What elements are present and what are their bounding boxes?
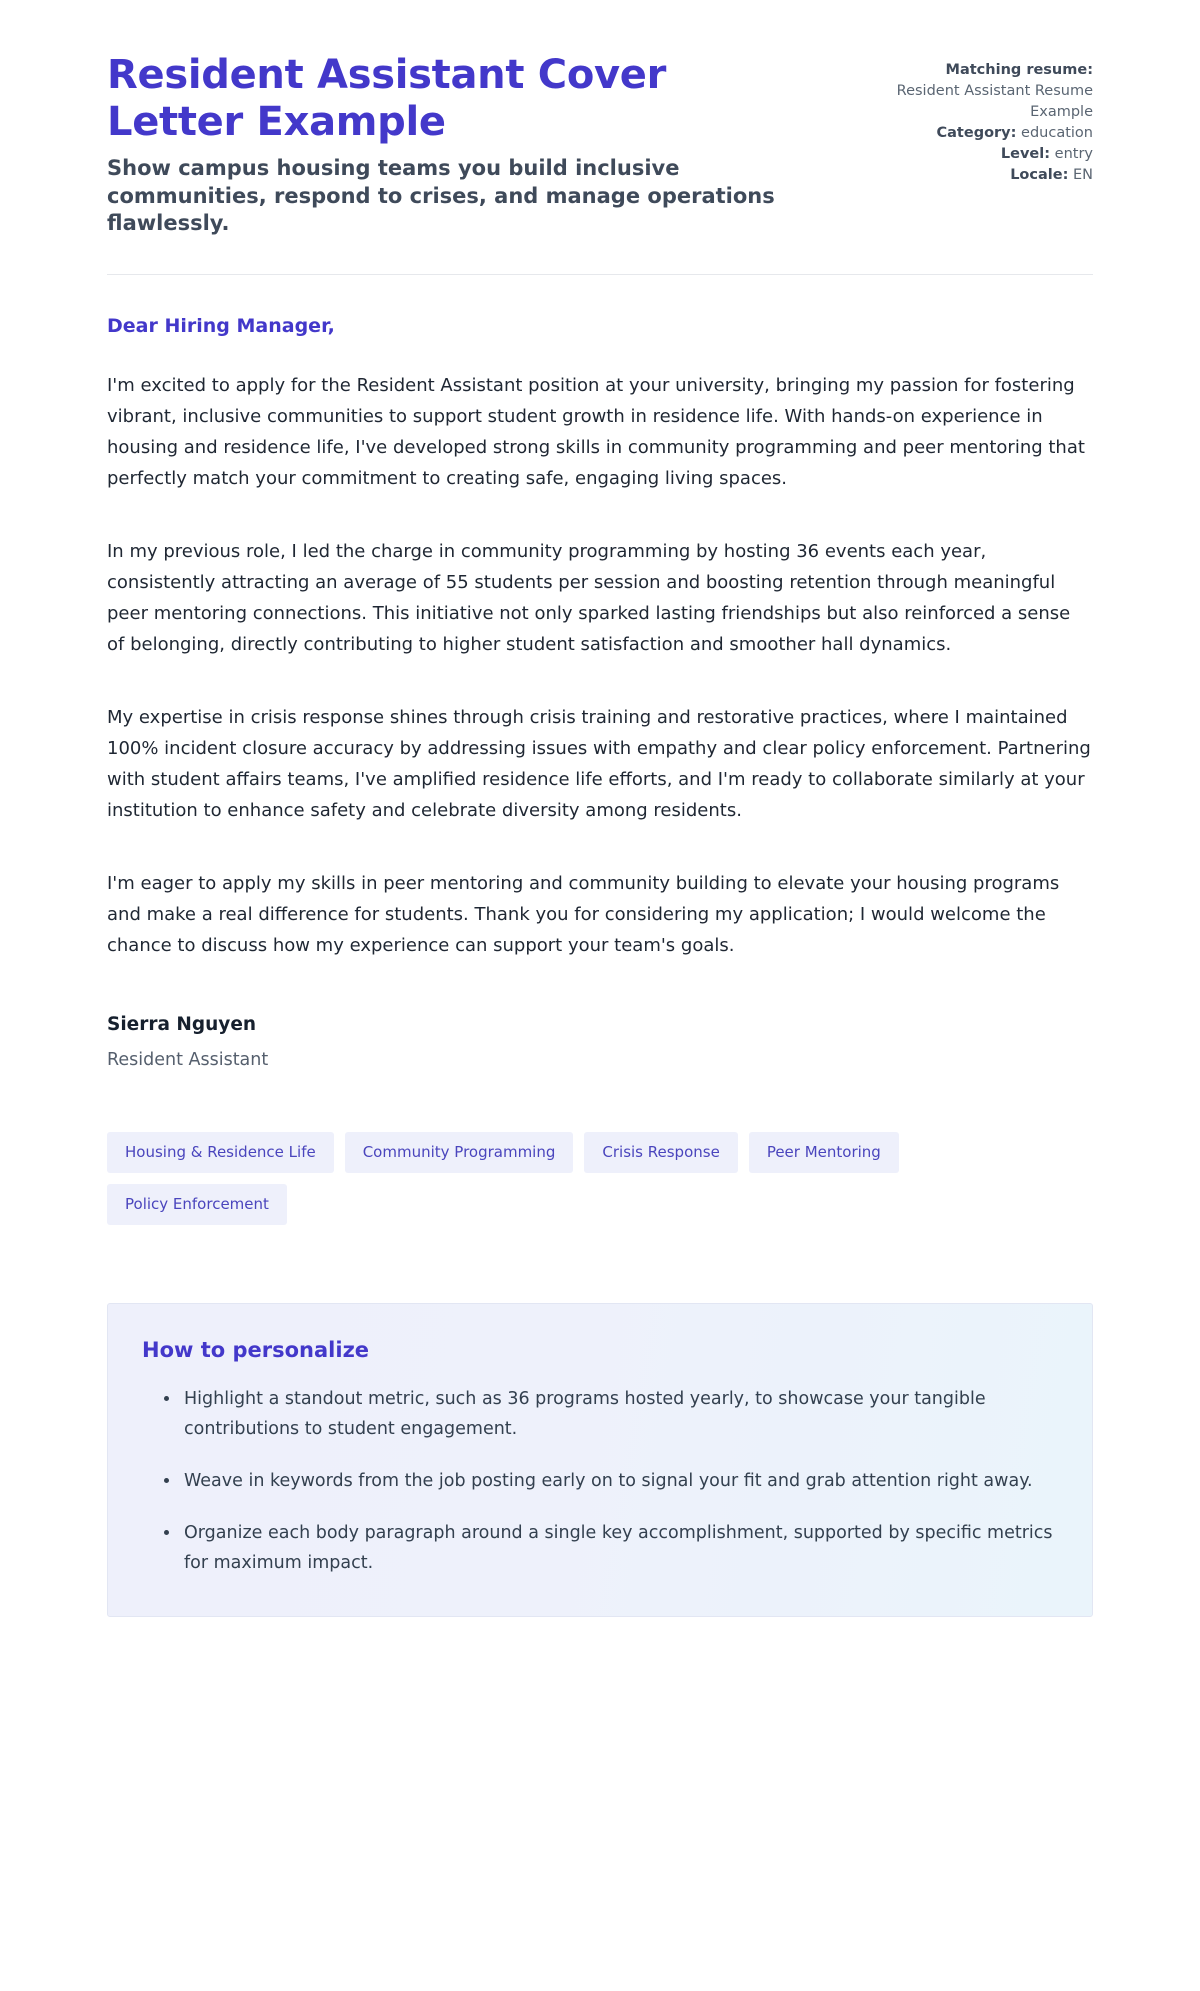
page-subtitle: Show campus housing teams you build inclusive communities, respond to crises, and manage operations flawlessly. [107,155,775,236]
signature-name: Sierra Nguyen [107,1013,257,1035]
signature-block [107,1014,1093,1070]
matching-resume-value: Resident Assistant Resume Example [896,83,1093,121]
salutation: Dear Hiring Manager, [107,315,335,338]
skill-tag[interactable]: Crisis Response [584,1132,737,1173]
header-title-block [107,52,807,238]
metadata-locale [878,165,1093,186]
skill-tag[interactable]: Community Programming [345,1132,574,1173]
list-item: Weave in keywords from the job posting early on to signal your fit and grab attention right away. [164,1466,1058,1496]
letter-paragraph-3: My expertise in crisis response shines through crisis training and restorative practices, where I maintained 100% incident closure accuracy by addressing issues with empathy and clear policy enforcement. Partnering with student affairs teams, I've amplified residence life efforts, and I'm ready to collaborate similarly at your institution to enhance safety and celebrate diversity among residents. [107,706,1091,821]
letter-paragraph-1: I'm excited to apply for the Resident Assistant position at your university, bringing my passion for fostering vibrant, inclusive communities to support student growth in residence life. With hands-on experience in housing and residence life, I've developed strong skills in community programming and peer mentoring that perfectly match your commitment to creating safe, engaging living spaces. [107,375,1085,490]
level-value: entry [1054,146,1093,163]
category-value: education [1021,125,1093,142]
metadata-matching-resume [878,60,1093,123]
list-item: Organize each body paragraph around a single key accomplishment, supported by specific metrics for maximum impact. [164,1518,1058,1578]
letter-paragraph-4: I'm eager to apply my skills in peer mentoring and community building to elevate your housing programs and make a real difference for students. Thank you for considering my application; I would welcome the chance to discuss how my experience can support your team's goals. [107,872,1060,956]
skill-tag[interactable]: Peer Mentoring [749,1132,899,1173]
skill-tag-list [107,1132,987,1225]
metadata-category [878,123,1093,144]
matching-resume-label: Matching resume: [945,62,1093,78]
locale-value: EN [1072,167,1093,184]
callout-title: How to personalize [142,1337,370,1362]
page-title: Resident Assistant Cover Letter Example [107,52,667,145]
skill-tag[interactable]: Housing & Residence Life [107,1132,334,1173]
document-metadata [878,52,1093,186]
letter-body [107,275,1093,1069]
signature-role: Resident Assistant [107,1049,269,1070]
document-header [107,52,1093,238]
how-to-personalize-callout [107,1303,1093,1617]
level-label: Level: [1000,146,1051,163]
category-label: Category: [936,125,1017,142]
metadata-level [878,144,1093,165]
skill-tag[interactable]: Policy Enforcement [107,1184,287,1225]
callout-list [142,1384,1058,1578]
letter-paragraph-2: In my previous role, I led the charge in community programming by hosting 36 events each year, consistently attracting an average of 55 students per session and boosting retention through meaningful peer mentoring connections. This initiative not only sparked lasting friendships but also reinforced a sense of belonging, directly contributing to higher student satisfaction and smoother hall dynamics. [107,541,1071,656]
list-item: Highlight a standout metric, such as 36 programs hosted yearly, to showcase your tangible contributions to student engagement. [164,1384,1058,1444]
locale-label: Locale: [1010,167,1069,184]
